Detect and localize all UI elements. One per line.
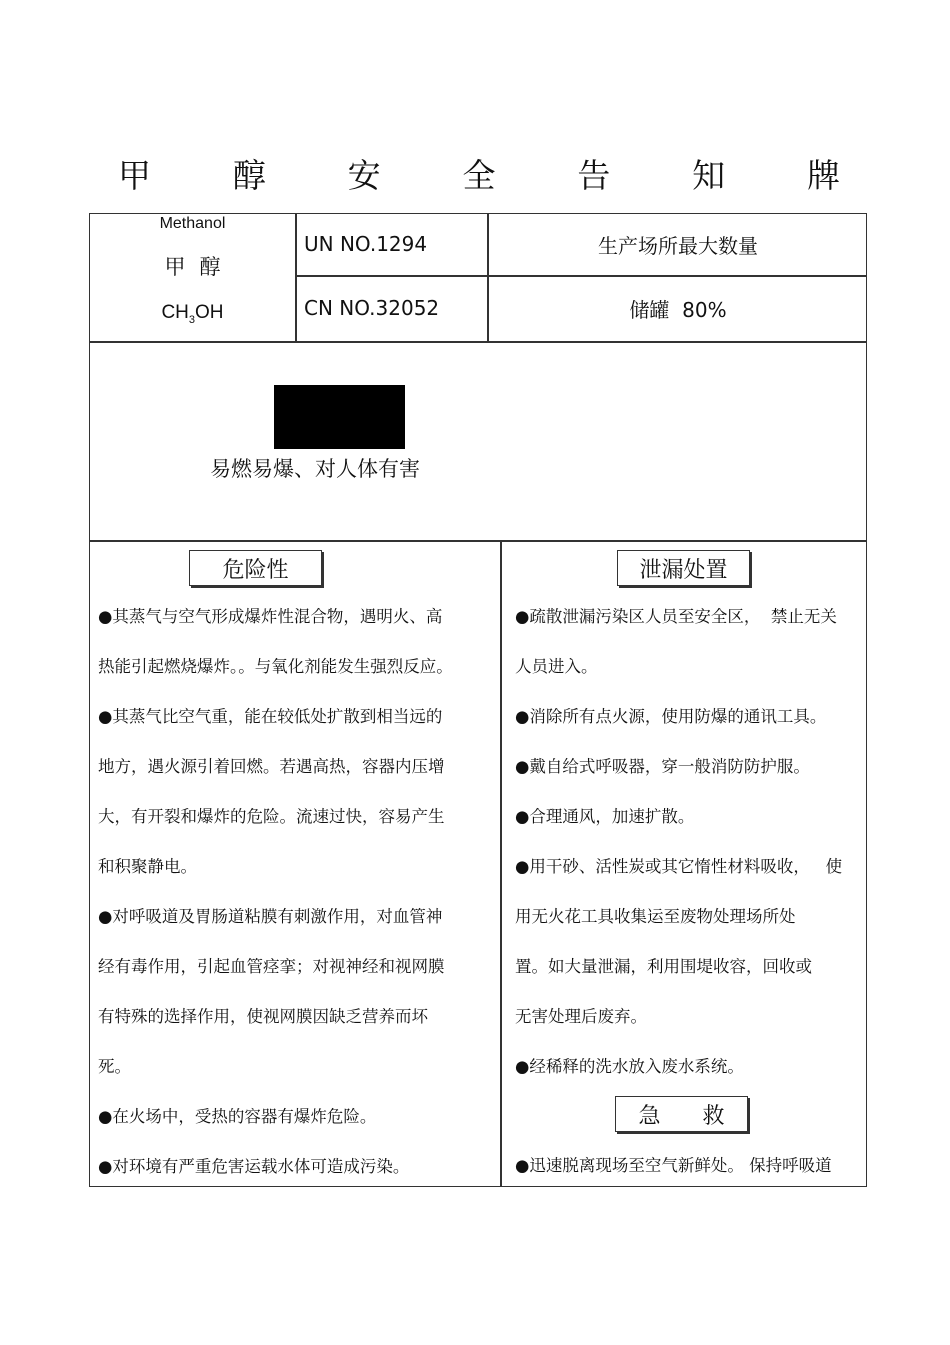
leak-line: 人员进入。 [515,657,598,676]
leak-line: ●合理通风，加速扩散。 [515,807,695,826]
leak-line: ●戴自给式呼吸器，穿一般消防防护服。 [515,757,810,776]
danger-line: ●其蒸气比空气重，能在较低处扩散到相当远的 [98,707,443,726]
first-aid-text [515,1141,865,1191]
danger-line: 死。 [98,1057,131,1076]
hazard-pictogram [274,385,405,449]
leak-line: ●疏散泄漏污染区人员至安全区， 禁止无关 [515,607,837,626]
leak-line: ●用干砂、活性炭或其它惰性材料吸收， 使 [515,857,843,876]
divider [89,540,867,542]
title-char: 告 [577,155,611,195]
leak-line: 置。如大量泄漏，利用围堤收容，回收或 [515,957,812,976]
title-char: 牌 [806,155,840,195]
leak-line: 用无火花工具收集运至废物处理场所处 [515,907,796,926]
leak-heading: 泄漏处置 [617,550,750,586]
danger-line: 经有毒作用，引起血管痉挛；对视神经和视网膜 [98,957,445,976]
first-aid-heading: 急 救 [615,1096,748,1132]
danger-line: 有特殊的选择作用，使视网膜因缺乏营养而坏 [98,1007,428,1026]
max-quantity-label: 生产场所最大数量 [598,233,758,258]
leak-line: 无害处理后废弃。 [515,1007,647,1026]
danger-line: 和积聚静电。 [98,857,197,876]
substance-name-cn: 甲醇 [164,255,235,279]
danger-line: ●在火场中，受热的容器有爆炸危险。 [98,1107,377,1126]
chemical-formula: $CH_3OH$ [161,302,224,326]
danger-line: ●对呼吸道及胃肠道粘膜有刺激作用，对血管神 [98,907,443,926]
divider [296,275,867,277]
hazard-summary: 易燃易爆、对人体有害 [210,457,420,481]
leak-line: ●消除所有点火源，使用防爆的通讯工具。 [515,707,827,726]
danger-line: ●对环境有严重危害运载水体可造成污染。 [98,1157,410,1176]
leak-text [515,592,865,1092]
danger-heading: 危险性 [189,550,322,586]
title-char: 知 [692,155,726,195]
substance-name-en: Methanol [159,215,226,232]
title-char: 安 [347,155,381,195]
title-char: 全 [462,155,496,195]
leak-line: ●经稀释的洗水放入废水系统。 [515,1057,744,1076]
danger-line: 地方，遇火源引着回燃。若遇高热，容器内压增 [98,757,445,776]
first-aid-line: ●迅速脱离现场至空气新鲜处。 保持呼吸道 [515,1156,832,1175]
title-char: 醇 [232,155,266,195]
danger-line: 热能引起燃烧爆炸。。与氧化剂能发生强烈反应。 [98,657,453,676]
danger-line: ●其蒸气与空气形成爆炸性混合物，遇明火、高 [98,607,443,626]
divider [500,540,502,1187]
page-title [88,148,870,198]
storage-value: 储罐 80% [629,297,727,322]
danger-text [98,592,494,1192]
divider [295,213,297,341]
danger-line: 大，有开裂和爆炸的危险。流速过快，容易产生 [98,807,445,826]
cn-number: CN NO.32052 [304,296,440,320]
un-number: UN NO.1294 [304,232,428,256]
divider [89,341,867,343]
title-char: 甲 [118,155,151,195]
